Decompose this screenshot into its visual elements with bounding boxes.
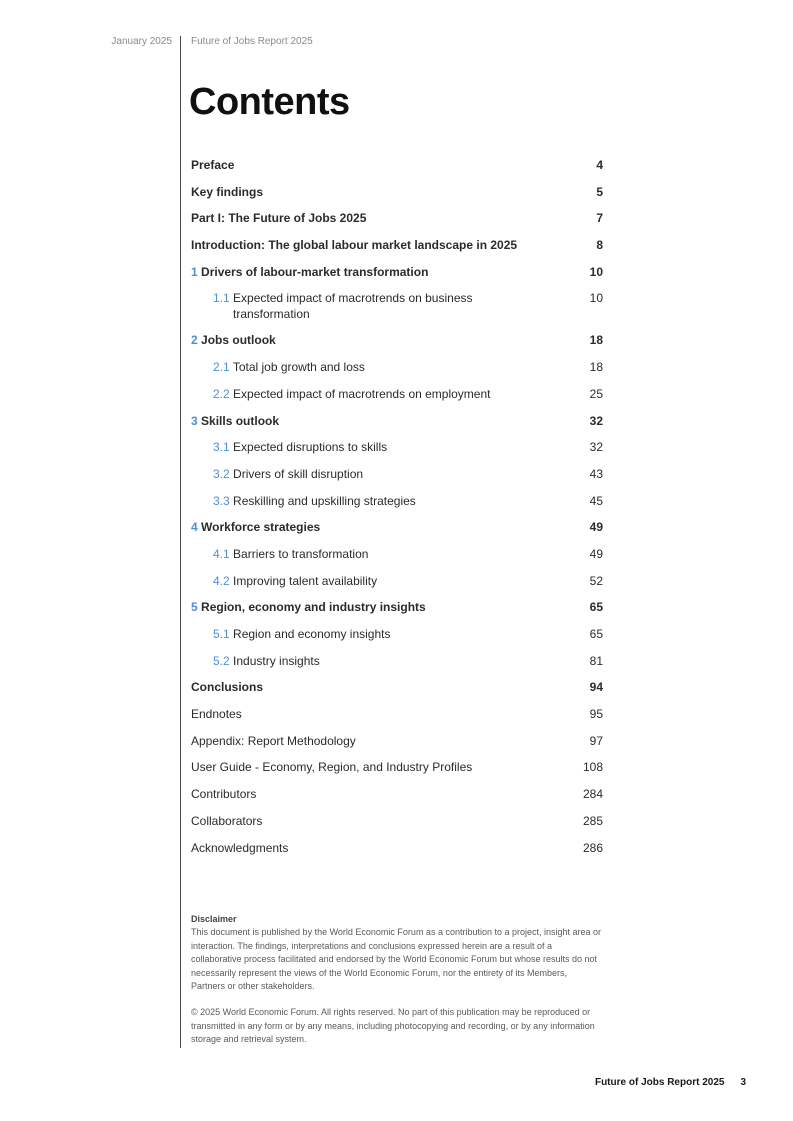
section-title: Barriers to transformation (233, 546, 369, 561)
toc-entry-page: 81 (589, 653, 603, 668)
section-title: Total job growth and loss (232, 360, 365, 375)
page-footer (595, 1077, 746, 1088)
disclaimer-text: This document is published by the World Economic Forum as a contribution to a project, insight area or interaction. The findings, interpretations and conclusions expressed herein are a result of a collaborative process facilitated and endorsed by the World Economic Forum but whose results do not necessarily represent the views of the World Economic Forum, nor the entirety of its Members, Partners or other stakeholders. (191, 927, 602, 992)
toc-entry-section-3-1[interactable] (191, 438, 603, 465)
section-title: Expected impact of macrotrends on employment (233, 386, 491, 401)
toc-entry-page: 18 (589, 333, 603, 348)
toc-entry-label (213, 386, 523, 402)
toc-entry-page: 45 (589, 493, 603, 508)
toc-entry-label (191, 519, 511, 535)
toc-entry-page: 8 (596, 238, 603, 253)
toc-entry-label: Acknowledgments (191, 840, 289, 855)
toc-entry-page: 49 (589, 520, 603, 535)
toc-entry-label (213, 290, 523, 322)
toc-entry-label: Collaborators (191, 813, 263, 828)
toc-entry-conclusions[interactable] (191, 678, 603, 705)
toc-entry-introduction[interactable] (191, 236, 603, 263)
toc-entry-page: 10 (589, 291, 603, 306)
footer-page-number: 3 (740, 1077, 746, 1088)
toc-entry-label: User Guide - Economy, Region, and Industry Profiles (191, 760, 473, 775)
toc-entry-label: Contributors (191, 787, 257, 802)
toc-entry-chapter-5[interactable] (191, 598, 603, 625)
toc-entry-section-4-2[interactable] (191, 572, 603, 599)
toc-entry-section-3-2[interactable] (191, 465, 603, 492)
toc-entry-section-5-1[interactable] (191, 625, 603, 652)
section-title: Region and economy insights (233, 627, 391, 641)
toc-entry-label (213, 493, 523, 509)
toc-entry-label (213, 653, 523, 669)
toc-entry-collaborators[interactable] (191, 812, 603, 839)
toc-entry-page: 286 (582, 840, 603, 855)
toc-entry-section-3-3[interactable] (191, 492, 603, 519)
toc-entry-page: 94 (589, 680, 603, 695)
section-number: 3.1 (213, 440, 230, 455)
toc-entry-endnotes[interactable] (191, 705, 603, 732)
toc-entry-page: 7 (596, 211, 603, 226)
section-title: Region, economy and industry insights (201, 600, 426, 615)
toc-entry-label (213, 546, 523, 562)
toc-entry-page: 10 (589, 264, 603, 279)
toc-entry-page: 95 (589, 707, 603, 722)
toc-entry-chapter-4[interactable] (191, 518, 603, 545)
toc-entry-label: Part I: The Future of Jobs 2025 (191, 211, 367, 226)
section-number: 4.2 (213, 573, 230, 588)
section-number: 2.1 (213, 360, 230, 375)
toc-entry-label (191, 264, 511, 280)
page-title: Contents (189, 81, 350, 123)
toc-entry-page: 43 (589, 466, 603, 481)
toc-entry-acknowledgments[interactable] (191, 839, 603, 866)
section-number: 5 (191, 600, 198, 615)
toc-entry-section-1-1[interactable] (191, 289, 603, 331)
header-date: January 2025 (111, 36, 172, 47)
toc-entry-label: Conclusions (191, 680, 264, 695)
disclaimer-heading: Disclaimer (191, 914, 237, 924)
toc-entry-preface[interactable] (191, 156, 603, 183)
toc-entry-page: 108 (582, 760, 603, 775)
copyright-notice: © 2025 World Economic Forum. All rights reserved. No part of this publication may be reproduced or transmitted in any form or by any means, including photocopying and recording, or by any information storage and retrieval system. (191, 1007, 595, 1045)
toc-entry-page: 5 (596, 184, 603, 199)
toc-entry-label (213, 466, 523, 482)
toc-entry-label (191, 413, 511, 429)
section-number: 3.3 (213, 493, 230, 508)
toc-entry-label (191, 332, 511, 348)
section-number: 3.2 (213, 466, 230, 481)
margin-rule (180, 36, 181, 1048)
section-title: Improving talent availability (233, 573, 378, 588)
section-title: Skills outlook (201, 413, 280, 428)
toc-entry-label: Preface (191, 158, 235, 172)
toc-entry-page: 65 (589, 600, 603, 615)
toc-entry-page: 32 (589, 440, 603, 455)
toc-entry-section-5-2[interactable] (191, 652, 603, 679)
toc-entry-page: 18 (589, 360, 603, 375)
section-title: Reskilling and upskilling strategies (233, 493, 416, 508)
toc-entry-part-1[interactable] (191, 209, 603, 236)
section-number: 4.1 (213, 546, 230, 561)
section-number: 2.2 (213, 386, 230, 401)
toc-entry-label (213, 359, 523, 375)
section-title: Expected disruptions to skills (233, 440, 388, 455)
toc-entry-page: 4 (596, 158, 603, 172)
toc-entry-chapter-3[interactable] (191, 412, 603, 439)
toc-entry-page: 97 (589, 733, 603, 748)
toc-entry-label: Key findings (191, 184, 264, 199)
section-title: Workforce strategies (201, 520, 321, 535)
toc-entry-page: 284 (582, 787, 603, 802)
toc-entry-label (213, 439, 523, 455)
section-title: Jobs outlook (201, 333, 276, 348)
section-number: 5.2 (213, 653, 230, 668)
section-title: Drivers of labour-market transformation (201, 264, 429, 279)
toc-entry-page: 285 (582, 813, 603, 828)
section-number: 2 (191, 333, 198, 348)
footer-report-title: Future of Jobs Report 2025 (594, 1077, 725, 1088)
toc-entry-section-2-2[interactable] (191, 385, 603, 412)
section-number: 1.1 (213, 291, 230, 306)
toc-entry-label: Introduction: The global labour market landscape in 2025 (191, 238, 518, 253)
section-title: Industry insights (233, 653, 320, 668)
toc-entry-page: 25 (589, 386, 603, 401)
toc-entry-key-findings[interactable] (191, 183, 603, 210)
toc-entry-label (213, 573, 523, 589)
section-number: 1 (191, 264, 198, 279)
toc-entry-label: Endnotes (191, 707, 242, 722)
section-number: 4 (191, 520, 198, 535)
toc-entry-page: 65 (589, 627, 603, 641)
toc-entry-section-4-1[interactable] (191, 545, 603, 572)
section-title: Drivers of skill disruption (233, 466, 364, 481)
toc-entry-page: 49 (589, 546, 603, 561)
toc-entry-user-guide[interactable] (191, 758, 603, 785)
toc-entry-contributors[interactable] (191, 785, 603, 812)
section-number: 3 (191, 413, 198, 428)
toc-entry-section-2-1[interactable] (191, 358, 603, 385)
toc-entry-chapter-1[interactable] (191, 263, 603, 290)
toc-entry-label: Appendix: Report Methodology (191, 733, 356, 748)
table-of-contents (191, 156, 603, 865)
disclaimer (191, 913, 603, 1047)
header-report-title: Future of Jobs Report 2025 (191, 36, 313, 47)
toc-entry-page: 32 (589, 413, 603, 428)
toc-entry-label (213, 626, 523, 642)
toc-entry-page: 52 (589, 573, 603, 588)
section-title: Expected impact of macrotrends on business transformation (233, 291, 473, 322)
section-number: 5.1 (213, 627, 230, 641)
toc-entry-label (191, 599, 511, 615)
toc-entry-appendix[interactable] (191, 732, 603, 759)
toc-entry-chapter-2[interactable] (191, 331, 603, 358)
